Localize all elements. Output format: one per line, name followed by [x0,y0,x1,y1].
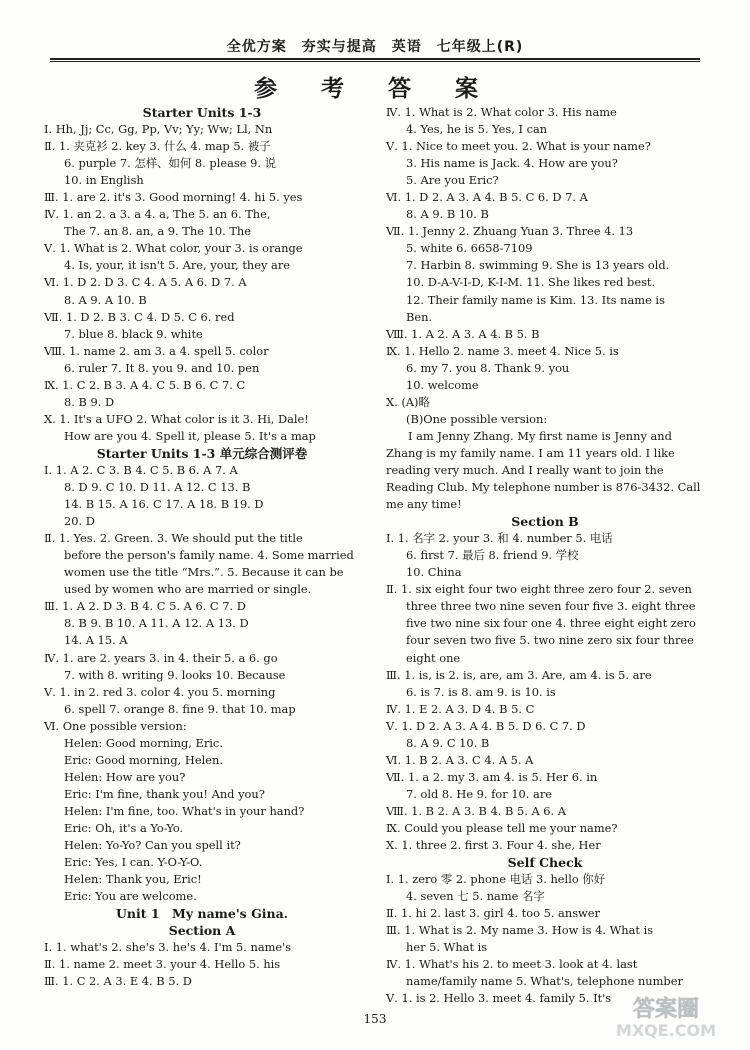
answer-line: 8. A 9. C 10. B [406,735,490,750]
answer-line: Ⅸ. 1. C 2. B 3. A 4. C 5. B 6. C 7. C [44,377,246,392]
answer-line: Ⅶ. 1. D 2. B 3. C 4. D 5. C 6. red [44,309,235,324]
answer-line: 4. Is, your, it isn't 5. Are, your, they are [64,258,291,273]
answer-line: Ⅲ. 1. What is 2. My name 3. How is 4. What is [386,923,654,938]
answer-line: 8. B 9. B 10. A 11. A 12. A 13. D [64,616,249,631]
answer-line: Ⅰ. Hh, Jj; Cc, Gg, Pp, Vv; Yy; Ww; Ll, Nn [44,122,273,137]
answer-line: Ⅲ. 1. are 2. it's 3. Good morning! 4. hi 5. yes [44,190,303,205]
answer-line: Eric: Oh, it's a Yo-Yo. [64,820,184,835]
answer-line: Ⅷ. 1. B 2. A 3. B 4. B 5. A 6. A [386,803,567,818]
answer-line: Ⅹ. (A)略 [386,394,430,409]
answer-line: Ⅵ. 1. D 2. A 3. A 4. B 5. C 6. D 7. A [386,190,588,205]
answer-line: Ⅳ. 1. What is 2. What color 3. His name [386,105,617,119]
answer-line: The 7. an 8. an, a 9. The 10. The [64,224,251,239]
section-heading: Unit 1 My name's Gina. [115,906,289,922]
section-heading: Section A [168,923,236,939]
left-column [44,104,360,990]
answer-line: 6. is 7. is 8. am 9. is 10. is [406,684,556,699]
answer-line: Ⅶ. 1. Jenny 2. Zhuang Yuan 3. Three 4. 13 [386,224,634,239]
answer-line: Ⅱ. 1. hi 2. last 3. girl 4. too 5. answer [386,906,600,921]
answer-line: Eric: You are welcome. [64,889,197,904]
watermark-logo [596,990,736,1042]
answer-line: Ⅰ. 1. zero 零 2. phone 电话 3. hello 你好 [386,872,606,887]
answer-line: Ⅲ. 1. is, is 2. is, are, am 3. Are, am 4. is 5. are [386,667,652,682]
right-column [386,104,704,1007]
answer-line: 8. A 9. B 10. B [406,207,489,222]
answer-line: Ⅷ. 1. A 2. A 3. A 4. B 5. B [386,326,540,341]
answer-line: How are you 4. Spell it, please 5. It's a map [64,428,316,443]
answer-line: used by women who are married or single. [64,582,312,597]
answer-line: 6. purple 7. 怎样、如何 8. please 9. 说 [64,156,276,171]
answer-line: four seven two five 5. two nine zero six four three [406,633,694,648]
answer-line: 14. B 15. A 16. C 17. A 18. B 19. D [64,497,264,512]
answer-line: 4. seven 七 5. name 名字 [406,889,545,904]
answer-line: 20. D [64,514,95,529]
answer-line: Ⅱ. 1. Yes. 2. Green. 3. We should put the title [44,531,303,546]
answer-line: Helen: Thank you, Eric! [64,872,202,887]
answer-line: Ben. [406,309,433,324]
answer-line: 10. in English [64,173,144,188]
answer-line: 8. D 9. C 10. D 11. A 12. C 13. B [64,480,251,495]
page-number: 153 [363,1012,387,1026]
header-rule-thin [50,61,700,62]
answer-line: Ⅵ. 1. B 2. A 3. C 4. A 5. A [386,752,534,767]
answer-line: Eric: I'm fine, thank you! And you? [64,786,265,801]
answer-line: Helen: I'm fine, too. What's in your hand? [64,803,305,818]
sample-paragraph: I am Jenny Zhang. My first name is Jenny and Zhang is my family name. I am 11 years old. I like reading very much. And I really want to join the Reading Club. My telephone number is 876-3432. Call me any time! [386,428,701,512]
answer-line: her 5. What is [406,940,488,955]
answer-line: 10. China [406,565,462,580]
answer-line: Ⅵ. One possible version: [44,718,187,733]
section-heading: Self Check [507,855,583,871]
answer-line: Eric: Good morning, Helen. [64,752,223,767]
answer-line: Ⅴ. 1. Nice to meet you. 2. What is your name? [386,139,651,154]
answer-line: Ⅴ. 1. What is 2. What color, your 3. is orange [44,241,303,256]
answer-line: 7. Harbin 8. swimming 9. She is 13 years old. [406,258,670,273]
answer-line: Ⅰ. 1. what's 2. she's 3. he's 4. I'm 5. name's [44,940,292,955]
section-heading: Starter Units 1-3 [142,105,262,120]
running-header: 全优方案 夯实与提高 英语 七年级上(R) [226,39,524,55]
answer-line: Ⅴ. 1. D 2. A 3. A 4. B 5. D 6. C 7. D [386,718,586,733]
answer-line: three three two nine seven four five 3. eight three [406,599,696,614]
watermark-url: MXQE.COM [615,1021,717,1040]
section-heading: Section B [511,514,579,530]
answer-line: Ⅴ. 1. in 2. red 3. color 4. you 5. morning [44,684,276,699]
answer-line: 6. spell 7. orange 8. fine 9. that 10. map [64,701,296,716]
answer-line: Ⅸ. Could you please tell me your name? [386,820,618,835]
answer-line: 5. Are you Eric? [406,173,499,188]
answer-line: Ⅴ. 1. is 2. Hello 3. meet 4. family 5. It's [386,991,612,1006]
answer-line: 6. my 7. you 8. Thank 9. you [406,360,570,375]
answer-line: 10. D-A-V-I-D, K-I-M. 11. She likes red best. [406,275,656,290]
answer-line: Ⅵ. 1. D 2. D 3. C 4. A 5. A 6. D 7. A [44,275,247,290]
answer-line: 12. Their family name is Kim. 13. Its name is [406,292,665,307]
answer-line: 6. first 7. 最后 8. friend 9. 学校 [406,548,579,563]
answer-line: Ⅲ. 1. C 2. A 3. E 4. B 5. D [44,974,192,989]
answer-line: Ⅳ. 1. an 2. a 3. a 4. a, The 5. an 6. The, [44,207,271,222]
answer-line: name/family name 5. What's, telephone number [406,974,683,989]
answer-line: Helen: How are you? [64,769,186,784]
answer-line: before the person's family name. 4. Some married [64,548,354,563]
answer-line: 7. with 8. writing 9. looks 10. Because [64,667,286,682]
answer-line: Helen: Good morning, Eric. [64,735,223,750]
section-heading: Starter Units 1-3 单元综合测评卷 [96,445,308,461]
answer-line: Ⅱ. 1. name 2. meet 3. your 4. Hello 5. his [44,957,281,972]
answer-line: Ⅷ. 1. name 2. am 3. a 4. spell 5. color [44,343,269,358]
answer-line: Ⅰ. 1. 名字 2. your 3. 和 4. number 5. 电话 [386,531,613,546]
answer-line: (B)One possible version: [406,411,548,426]
answer-line: Ⅱ. 1. 夹克衫 2. key 3. 什么 4. map 5. 被子 [44,139,271,154]
answer-line: Ⅳ. 1. are 2. years 3. in 4. their 5. a 6. go [44,650,278,665]
page-title: 参 考 答 案 [253,76,497,102]
answer-line: 8. B 9. D [64,394,115,409]
answer-line: 3. His name is Jack. 4. How are you? [406,156,618,171]
answer-line: women use the title “Mrs.”. 5. Because it can be [64,565,344,580]
answer-line: eight one [406,650,461,665]
answer-line: Eric: Yes, I can. Y-O-Y-O. [64,855,203,870]
answer-line: Ⅸ. 1. Hello 2. name 3. meet 4. Nice 5. is [386,343,619,358]
answer-line: Ⅰ. 1. A 2. C 3. B 4. C 5. B 6. A 7. A [44,462,238,477]
answer-line: 10. welcome [406,377,479,392]
answer-line: 6. ruler 7. It 8. you 9. and 10. pen [64,360,260,375]
answer-line: 5. white 6. 6658-7109 [406,241,533,256]
answer-line: five two nine six four one 4. three eight eight zero [406,616,696,631]
answer-line: Ⅳ. 1. What's his 2. to meet 3. look at 4. last [386,957,638,972]
answer-line: 8. A 9. A 10. B [64,292,147,307]
answer-line: 7. old 8. He 9. for 10. are [406,786,553,801]
answer-line: Helen: Yo-Yo? Can you spell it? [64,838,241,853]
watermark-text: 答案圈 [632,997,700,1022]
answer-line: Ⅹ. 1. It's a UFO 2. What color is it 3. Hi, Dale! [44,411,309,426]
answer-line: 14. A 15. A [64,633,128,648]
answer-line: Ⅳ. 1. E 2. A 3. D 4. B 5. C [386,701,535,716]
answer-line: Ⅹ. 1. three 2. first 3. Four 4. she, Her [386,838,601,853]
answer-line: 7. blue 8. black 9. white [64,326,203,341]
answer-line: 4. Yes, he is 5. Yes, I can [406,122,548,137]
header-rule [50,58,700,60]
answer-line: Ⅲ. 1. A 2. D 3. B 4. C 5. A 6. C 7. D [44,599,246,614]
answer-line: Ⅱ. 1. six eight four two eight three zero four 2. seven [386,582,692,597]
answer-line: Ⅶ. 1. a 2. my 3. am 4. is 5. Her 6. in [386,769,598,784]
